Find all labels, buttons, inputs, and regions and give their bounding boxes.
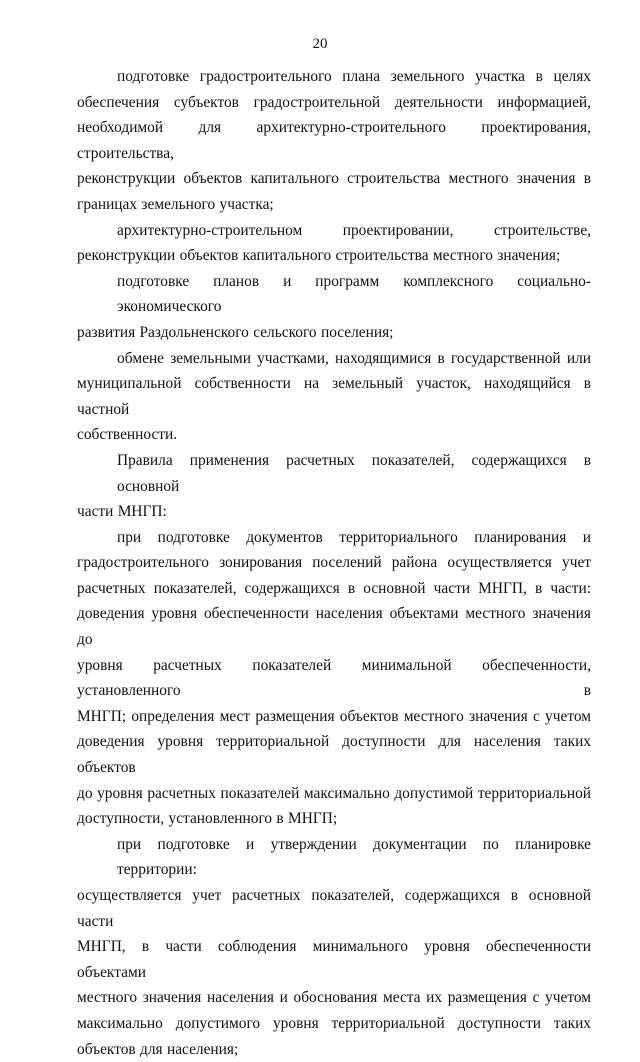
text-line: МНГП; определения мест размещения объектов местного значения с учетом — [77, 707, 591, 725]
paragraph-planning-documentation — [77, 832, 591, 1062]
text-line: доведения уровня обеспеченности населения объектами местного значения до — [77, 605, 591, 649]
text-line: подготовке планов и программ комплексного социально-экономического — [117, 272, 591, 316]
paragraph-design — [77, 218, 591, 269]
paragraph-plans — [77, 269, 591, 346]
document-body — [77, 64, 591, 1062]
text-line: необходимой для архитектурно-строительного проектирования, строительства, — [77, 119, 591, 162]
text-line: реконструкции объектов капитального строительства местного значения в — [77, 170, 591, 188]
text-line: Правила применения расчетных показателей, содержащихся в основной — [117, 451, 591, 495]
paragraph-gpzu — [77, 64, 591, 218]
text-line: реконструкции объектов капитального строительства местного значения; — [77, 247, 561, 265]
text-line: максимально допустимого уровня территориальной доступности таких — [77, 1014, 591, 1032]
text-line: градостроительного зонирования поселений района осуществляется учет — [77, 554, 591, 572]
text-line: до уровня расчетных показателей максимально допустимой территориальной — [77, 784, 591, 802]
paragraph-territorial-planning — [77, 525, 591, 832]
text-line: объектов для населения; — [77, 1040, 239, 1058]
text-line: МНГП, в части соблюдения минимального уровня обеспеченности объектами — [77, 938, 591, 981]
text-line: уровня расчетных показателей минимальной обеспеченности, установленного в — [77, 656, 591, 700]
page-number: 20 — [312, 36, 328, 52]
text-line: доступности, установленного в МНГП; — [77, 810, 338, 828]
text-line: при подготовке документов территориального планирования и — [117, 528, 591, 546]
text-line: местного значения населения и обоснования места их размещения с учетом — [77, 989, 591, 1007]
text-line: границах земельного участка; — [77, 195, 274, 213]
text-line: осуществляется учет расчетных показателей, содержащихся в основной части — [77, 887, 591, 930]
text-line: доведения уровня территориальной доступности для населения таких объектов — [77, 733, 591, 777]
text-line: расчетных показателей, содержащихся в основной части МНГП, в части: — [77, 579, 591, 597]
text-line: собственности. — [77, 426, 178, 444]
text-line: обеспечения субъектов градостроительной деятельности информацией, — [77, 93, 591, 111]
paragraph-land-exchange — [77, 346, 591, 448]
text-line: при подготовке и утверждении документации по планировке территории: — [117, 835, 591, 879]
text-line: муниципальной собственности на земельный участок, находящийся в частной — [77, 375, 591, 418]
paragraph-rules-heading — [77, 448, 591, 525]
text-line: развития Раздольненского сельского поселения; — [77, 323, 394, 341]
text-line: архитектурно-строительном проектировании, строительстве, — [117, 221, 591, 239]
text-line: части МНГП: — [77, 503, 167, 521]
text-line: обмене земельными участками, находящимися в государственной или — [117, 349, 591, 367]
text-line: подготовке градостроительного плана земельного участка в целях — [117, 68, 591, 85]
